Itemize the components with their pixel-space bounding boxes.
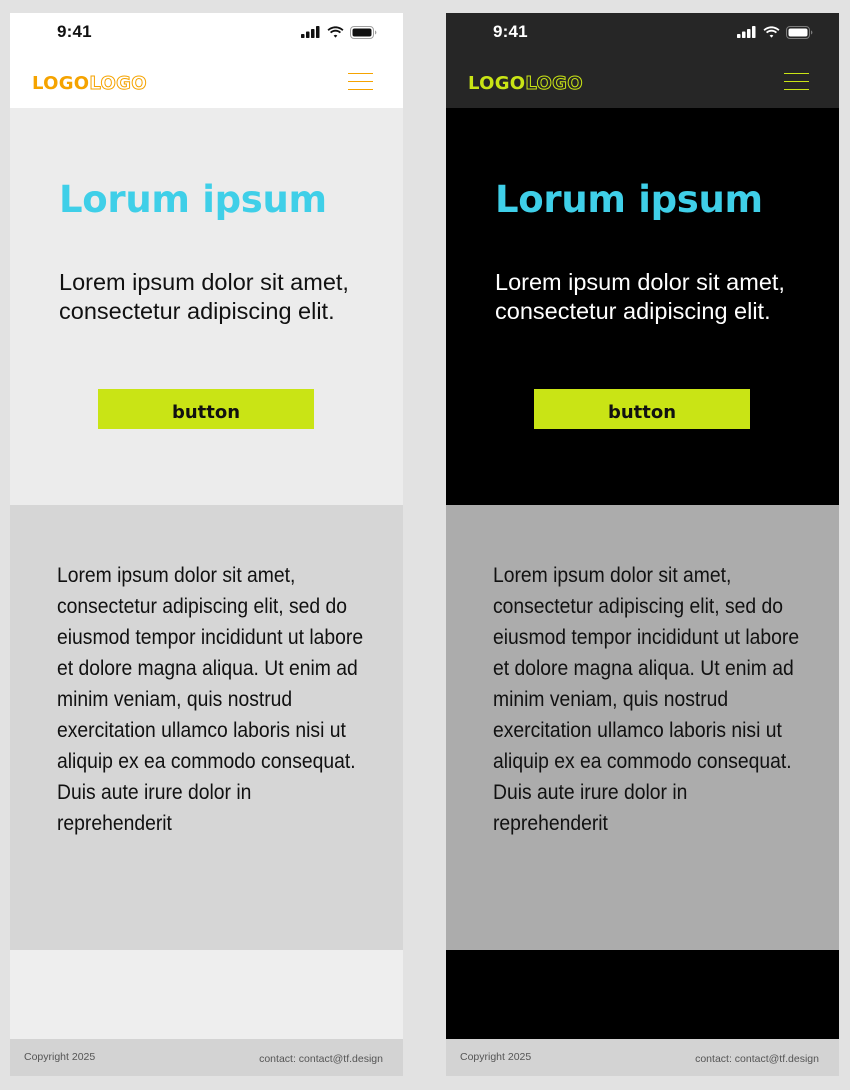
menu-icon[interactable]: [784, 73, 809, 91]
menu-icon[interactable]: [348, 73, 373, 91]
footer: [10, 1039, 403, 1076]
hero-title: Lorum ipsum: [59, 178, 327, 221]
signal-icon: [737, 26, 757, 38]
wifi-icon: [763, 26, 780, 38]
spacer-section: [10, 950, 403, 1039]
copyright-text: Copyright 2025: [24, 1051, 96, 1063]
copyright-text: Copyright 2025: [460, 1051, 532, 1063]
status-time: 9:41: [57, 22, 92, 41]
status-icons: [301, 26, 377, 38]
contact-link[interactable]: contact: contact@tf.design: [259, 1053, 383, 1065]
logo-outline: LOGO: [89, 73, 147, 94]
status-icons: [737, 26, 813, 38]
nav-bar: [10, 60, 403, 108]
battery-icon: [350, 26, 377, 39]
logo-outline: LOGO: [525, 73, 583, 94]
content-section: [10, 505, 403, 950]
logo[interactable]: [468, 73, 583, 94]
hero-text: Lorem ipsum dolor sit amet, consectetur adipiscing elit.: [495, 269, 785, 324]
phone-frame-dark: [446, 13, 839, 1076]
phone-frame-light: [10, 13, 403, 1076]
hero-text: Lorem ipsum dolor sit amet, consectetur adipiscing elit.: [59, 269, 349, 324]
hero-button[interactable]: button: [534, 389, 750, 429]
wifi-icon: [327, 26, 344, 38]
logo-solid: LOGO: [468, 73, 526, 94]
footer: [446, 1039, 839, 1076]
content-text: Lorem ipsum dolor sit amet, consectetur adipiscing elit, sed do eiusmod tempor incididunt ut labore et dolore magna aliqua. Ut enim ad minim veniam, quis nostrud exercitation ullamco laboris nisi ut aliquip ex ea commodo consequat. Duis aute irure dolor in reprehenderit: [57, 564, 364, 835]
logo[interactable]: [32, 73, 147, 94]
contact-link[interactable]: contact: contact@tf.design: [695, 1053, 819, 1065]
status-bar: [10, 13, 403, 60]
logo-solid: LOGO: [32, 73, 90, 94]
status-time: 9:41: [493, 22, 528, 41]
hero-button[interactable]: button: [98, 389, 314, 429]
battery-icon: [786, 26, 813, 39]
status-bar: [446, 13, 839, 60]
spacer-section: [446, 950, 839, 1039]
content-section: [446, 505, 839, 950]
hero-section: [10, 108, 403, 505]
hero-title: Lorum ipsum: [495, 178, 763, 221]
signal-icon: [301, 26, 321, 38]
nav-bar: [446, 60, 839, 108]
content-text: Lorem ipsum dolor sit amet, consectetur adipiscing elit, sed do eiusmod tempor incididunt ut labore et dolore magna aliqua. Ut enim ad minim veniam, quis nostrud exercitation ullamco laboris nisi ut aliquip ex ea commodo consequat. Duis aute irure dolor in reprehenderit: [493, 564, 800, 835]
hero-section: [446, 108, 839, 505]
